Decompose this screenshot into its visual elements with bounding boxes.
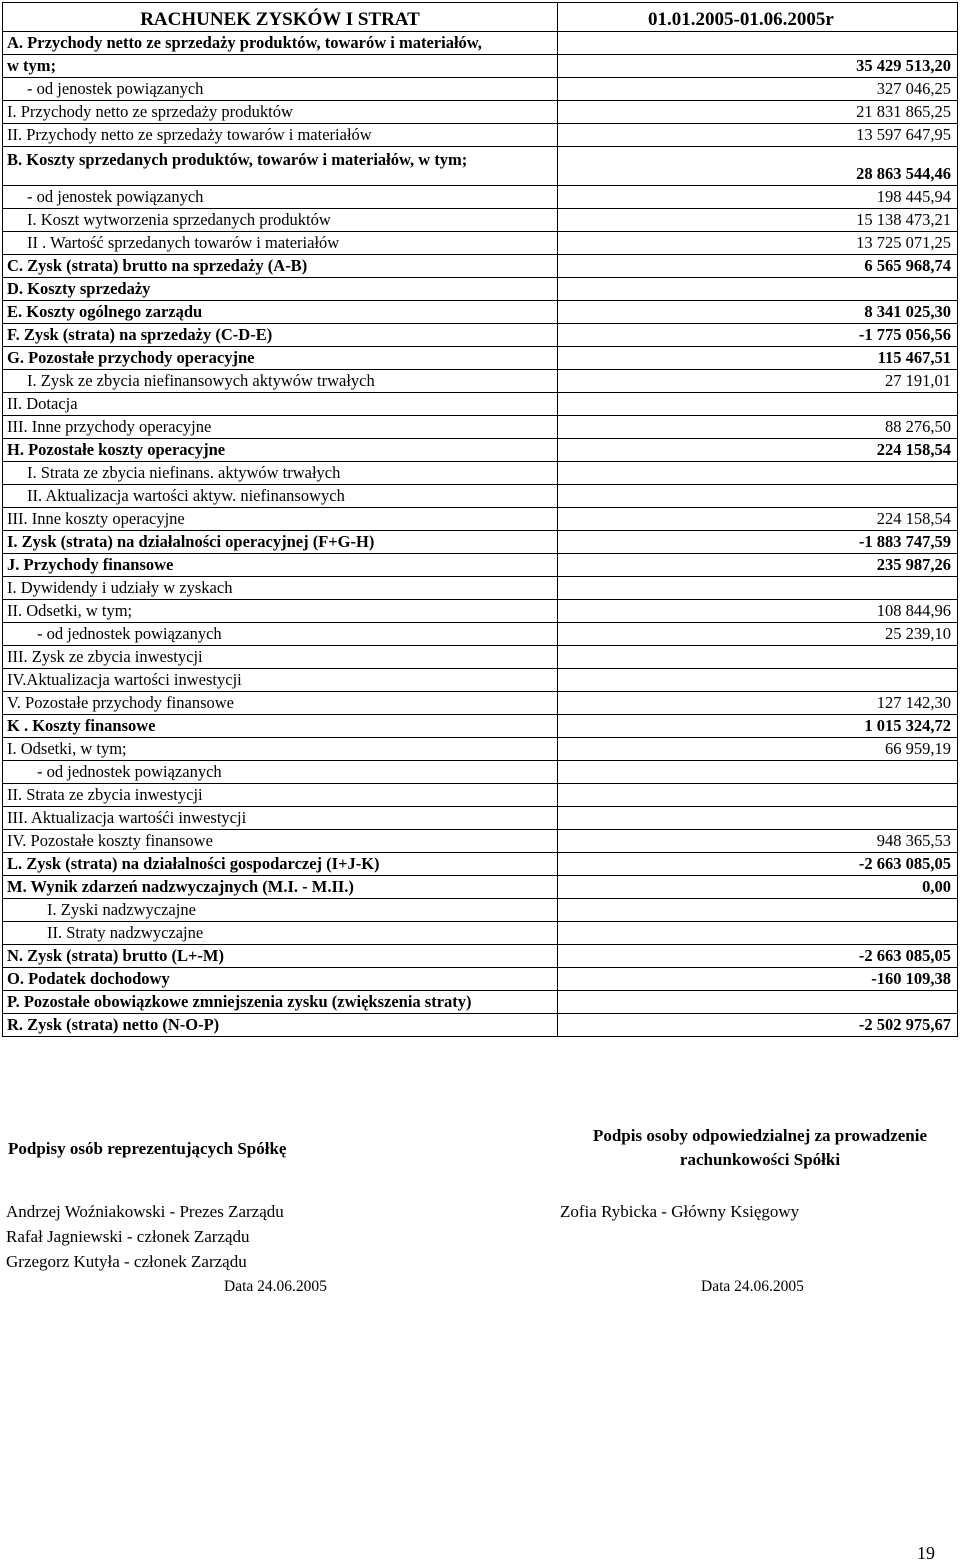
statement-row (3, 531, 958, 554)
row-label: I. Strata ze zbycia niefinans. aktywów trwałych (3, 462, 558, 485)
right-signature-date: Data 24.06.2005 (701, 1278, 804, 1295)
row-label: I. Dywidendy i udziały w zyskach (3, 577, 558, 600)
statement-row (3, 807, 958, 830)
row-value: 224 158,54 (558, 508, 958, 531)
row-value: 8 341 025,30 (558, 301, 958, 324)
statement-header-row (3, 3, 958, 32)
statement-row (3, 577, 958, 600)
row-value (558, 991, 958, 1014)
row-label: II. Straty nadzwyczajne (3, 922, 558, 945)
statement-row (3, 761, 958, 784)
row-value: 13 725 071,25 (558, 232, 958, 255)
row-value (558, 784, 958, 807)
statement-row (3, 646, 958, 669)
statement-row (3, 278, 958, 301)
row-value: 198 445,94 (558, 186, 958, 209)
row-value (558, 807, 958, 830)
row-value: -2 663 085,05 (558, 945, 958, 968)
row-label: H. Pozostałe koszty operacyjne (3, 439, 558, 462)
signatory-name: Grzegorz Kutyła - członek Zarządu (6, 1252, 247, 1271)
row-value: 0,00 (558, 876, 958, 899)
row-label: A. Przychody netto ze sprzedaży produktów, towarów i materiałów, (3, 32, 558, 55)
row-value (558, 761, 958, 784)
row-label: - od jenostek powiązanych (3, 186, 558, 209)
row-label: III. Zysk ze zbycia inwestycji (3, 646, 558, 669)
statement-row (3, 554, 958, 577)
row-value: 235 987,26 (558, 554, 958, 577)
right-signature-heading: Podpis osoby odpowiedzialnej za prowadzenie rachunkowości Spółki (592, 1126, 928, 1169)
row-value (558, 278, 958, 301)
row-value: -1 883 747,59 (558, 531, 958, 554)
row-value: 28 863 544,46 (558, 147, 958, 186)
signatory-name: Rafał Jagniewski - członek Zarządu (6, 1227, 250, 1246)
row-label: B. Koszty sprzedanych produktów, towarów i materiałów, w tym; (3, 147, 558, 186)
row-label: N. Zysk (strata) brutto (L+-M) (3, 945, 558, 968)
row-value (558, 922, 958, 945)
statement-row (3, 830, 958, 853)
row-label: II . Wartość sprzedanych towarów i materiałów (3, 232, 558, 255)
row-label: II. Strata ze zbycia inwestycji (3, 784, 558, 807)
statement-row (3, 508, 958, 531)
row-value (558, 646, 958, 669)
row-value: 21 831 865,25 (558, 101, 958, 124)
statement-row (3, 101, 958, 124)
row-label: - od jednostek powiązanych (3, 761, 558, 784)
row-label: III. Aktualizacja wartośći inwestycji (3, 807, 558, 830)
row-label: K . Koszty finansowe (3, 715, 558, 738)
row-value: 35 429 513,20 (558, 55, 958, 78)
statement-row (3, 370, 958, 393)
row-label: II. Odsetki, w tym; (3, 600, 558, 623)
statement-row (3, 784, 958, 807)
statement-row (3, 623, 958, 646)
row-label: w tym; (3, 55, 558, 78)
statement-row (3, 255, 958, 278)
row-label: F. Zysk (strata) na sprzedaży (C-D-E) (3, 324, 558, 347)
row-value: 115 467,51 (558, 347, 958, 370)
statement-row (3, 738, 958, 761)
row-value: -2 502 975,67 (558, 1014, 958, 1037)
row-value: 948 365,53 (558, 830, 958, 853)
statement-row (3, 899, 958, 922)
row-value: -160 109,38 (558, 968, 958, 991)
row-label: II. Przychody netto ze sprzedaży towarów i materiałów (3, 124, 558, 147)
statement-row (3, 853, 958, 876)
statement-row (3, 715, 958, 738)
statement-row (3, 55, 958, 78)
row-label: I. Odsetki, w tym; (3, 738, 558, 761)
row-label: III. Inne koszty operacyjne (3, 508, 558, 531)
row-value: 1 015 324,72 (558, 715, 958, 738)
statement-row (3, 945, 958, 968)
row-label: L. Zysk (strata) na działalności gospodarczej (I+J-K) (3, 853, 558, 876)
statement-title: RACHUNEK ZYSKÓW I STRAT (3, 3, 558, 32)
statement-row (3, 124, 958, 147)
row-value: 108 844,96 (558, 600, 958, 623)
statement-row (3, 485, 958, 508)
row-value: -1 775 056,56 (558, 324, 958, 347)
row-label: R. Zysk (strata) netto (N-O-P) (3, 1014, 558, 1037)
row-label: IV.Aktualizacja wartości inwestycji (3, 669, 558, 692)
statement-row (3, 462, 958, 485)
statement-row (3, 692, 958, 715)
statement-row (3, 876, 958, 899)
row-value (558, 32, 958, 55)
statement-row (3, 147, 958, 186)
row-value: 127 142,30 (558, 692, 958, 715)
row-value: 25 239,10 (558, 623, 958, 646)
row-value: 13 597 647,95 (558, 124, 958, 147)
row-label: II. Aktualizacja wartości aktyw. niefinansowych (3, 485, 558, 508)
income-statement-table (2, 2, 958, 1037)
row-label: I. Zysk (strata) na działalności operacyjnej (F+G-H) (3, 531, 558, 554)
statement-row (3, 1014, 958, 1037)
row-label: V. Pozostałe przychody finansowe (3, 692, 558, 715)
row-value (558, 899, 958, 922)
row-label: I. Zysk ze zbycia niefinansowych aktywów trwałych (3, 370, 558, 393)
statement-row (3, 32, 958, 55)
row-value: 66 959,19 (558, 738, 958, 761)
row-label: O. Podatek dochodowy (3, 968, 558, 991)
statement-row (3, 416, 958, 439)
statement-row (3, 347, 958, 370)
page-number: 19 (917, 1543, 935, 1563)
row-value: 15 138 473,21 (558, 209, 958, 232)
row-value: 327 046,25 (558, 78, 958, 101)
statement-row (3, 439, 958, 462)
statement-row (3, 186, 958, 209)
statement-row (3, 600, 958, 623)
row-value: 27 191,01 (558, 370, 958, 393)
row-value: 88 276,50 (558, 416, 958, 439)
row-label: J. Przychody finansowe (3, 554, 558, 577)
left-signature-heading: Podpisy osób reprezentujących Spółkę (8, 1139, 287, 1158)
left-signature-date: Data 24.06.2005 (224, 1278, 327, 1295)
row-value (558, 393, 958, 416)
row-label: E. Koszty ogólnego zarządu (3, 301, 558, 324)
row-label: I. Przychody netto ze sprzedaży produktów (3, 101, 558, 124)
row-label: - od jednostek powiązanych (3, 623, 558, 646)
row-label: I. Koszt wytworzenia sprzedanych produktów (3, 209, 558, 232)
row-value (558, 462, 958, 485)
row-value (558, 669, 958, 692)
statement-row (3, 669, 958, 692)
row-label: - od jenostek powiązanych (3, 78, 558, 101)
statement-row (3, 922, 958, 945)
row-label: G. Pozostałe przychody operacyjne (3, 347, 558, 370)
statement-row (3, 968, 958, 991)
statement-row (3, 232, 958, 255)
row-label: I. Zyski nadzwyczajne (3, 899, 558, 922)
row-value: -2 663 085,05 (558, 853, 958, 876)
row-label: M. Wynik zdarzeń nadzwyczajnych (M.I. - M.II.) (3, 876, 558, 899)
row-label: IV. Pozostałe koszty finansowe (3, 830, 558, 853)
statement-row (3, 991, 958, 1014)
signatory-name: Andrzej Woźniakowski - Prezes Zarządu (6, 1202, 284, 1221)
statement-period: 01.01.2005-01.06.2005r (558, 3, 958, 32)
row-value: 6 565 968,74 (558, 255, 958, 278)
statement-row (3, 301, 958, 324)
row-label: P. Pozostałe obowiązkowe zmniejszenia zysku (zwiększenia straty) (3, 991, 558, 1014)
row-label: II. Dotacja (3, 393, 558, 416)
row-value (558, 485, 958, 508)
row-value: 224 158,54 (558, 439, 958, 462)
statement-row (3, 393, 958, 416)
row-label: C. Zysk (strata) brutto na sprzedaży (A-B) (3, 255, 558, 278)
row-label: III. Inne przychody operacyjne (3, 416, 558, 439)
row-value (558, 577, 958, 600)
accountant-name: Zofia Rybicka - Główny Księgowy (560, 1202, 800, 1221)
statement-row (3, 78, 958, 101)
statement-row (3, 324, 958, 347)
row-label: D. Koszty sprzedaży (3, 278, 558, 301)
statement-row (3, 209, 958, 232)
